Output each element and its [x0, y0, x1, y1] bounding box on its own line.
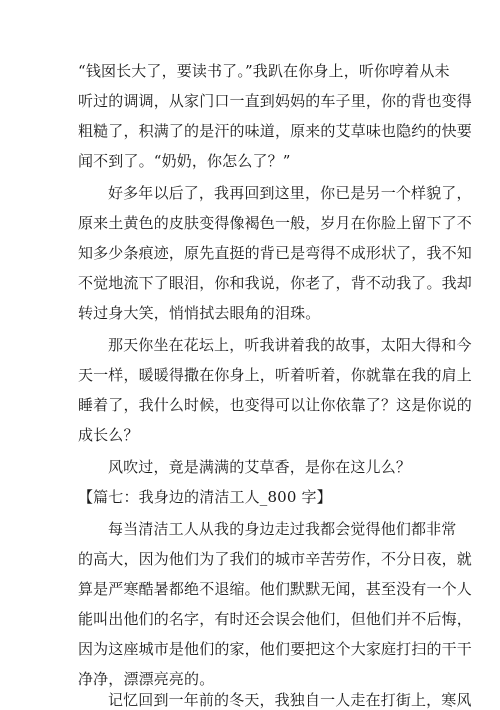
text-line: 记忆回到一年前的冬天，我独自一人走在打街上，寒风: [108, 691, 472, 709]
text-line: 的高大，因为他们为了我们的城市辛苦劳作，不分日夜，就: [78, 550, 472, 568]
text-line: 因为这座城市是他们的家，他们要把这个大家庭打扫的干干: [78, 640, 472, 658]
text-line: 转过身大笑，悄悄拭去眼角的泪珠。: [78, 304, 321, 322]
text-line: 天一样，暖暖得撒在你身上，听着听着，你就靠在我的肩上: [78, 366, 472, 384]
text-line: 知多少条痕迹，原先直挺的背已是弯得不成形状了，我不知: [78, 244, 472, 262]
text-line: 闻不到了。“奶奶，你怎么了？”: [78, 152, 291, 170]
text-line: 粗糙了，积满了的是汗的味道，原来的艾草味也隐约的快要: [78, 122, 472, 140]
section-heading: 【篇七：我身边的清洁工人_800 字】: [78, 488, 332, 506]
text-line: “钱囡长大了，要读书了。”我趴在你身上，听你哼着从未: [78, 62, 450, 80]
text-line: 风吹过，竟是满满的艾草香，是你在这儿么？: [108, 458, 412, 476]
text-line: 每当清洁工人从我的身边走过我都会觉得他们都非常: [108, 520, 457, 538]
text-line: 睡着了，我什么时候，也变得可以让你依靠了？这是你说的: [78, 396, 472, 414]
text-line: 算是严寒酷暑都绝不退缩。他们默默无闻，甚至没有一个人: [78, 580, 472, 598]
text-line: 听过的调调，从家门口一直到妈妈的车子里，你的背也变得: [78, 92, 472, 110]
text-line: 那天你坐在花坛上，听我讲着我的故事，太阳大得和今: [108, 336, 472, 354]
text-line: 不觉地流下了眼泪，你和我说，你老了，背不动我了。我却: [78, 274, 472, 292]
text-line: 净净，漂漂亮亮的。: [78, 670, 215, 688]
text-line: 好多年以后了，我再回到这里，你已是另一个样貌了，: [108, 184, 472, 202]
text-line: 成长么？: [78, 426, 139, 444]
text-line: 能叫出他们的名字，有时还会误会他们，但他们并不后悔，: [78, 610, 472, 628]
text-line: 原来土黄色的皮肤变得像褐色一般，岁月在你脸上留下了不: [78, 214, 472, 232]
